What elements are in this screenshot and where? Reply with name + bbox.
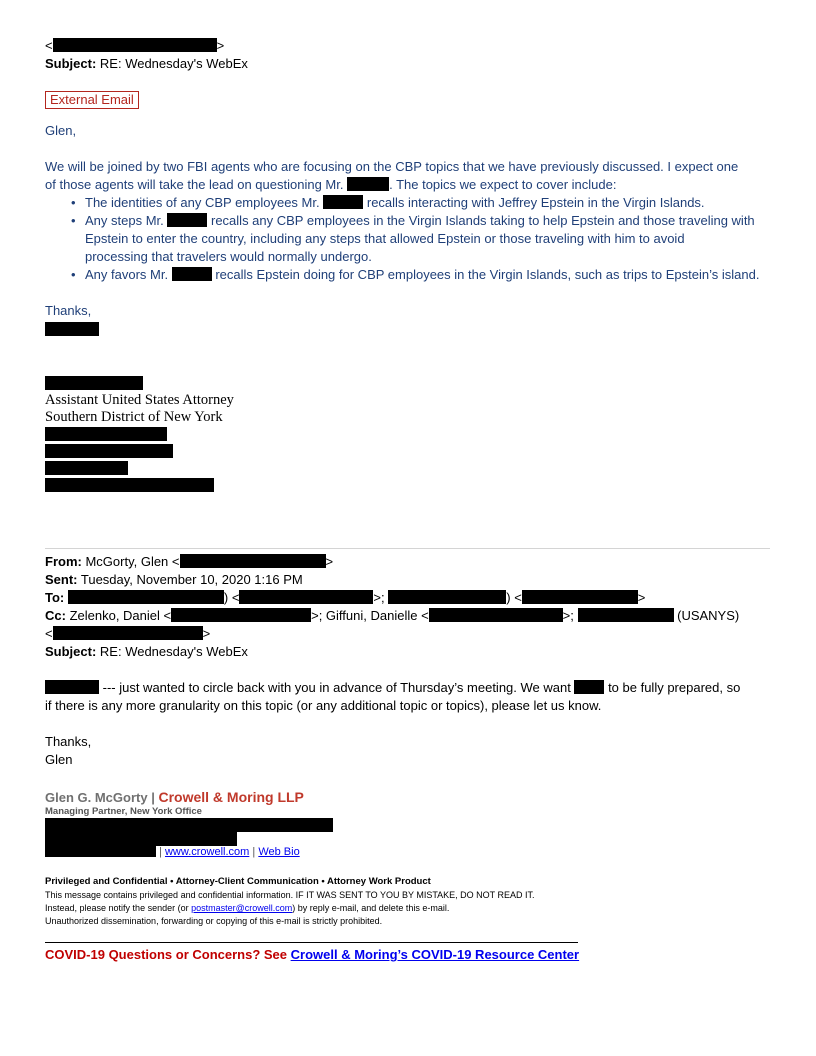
cc-address-line: < >	[45, 626, 211, 641]
signature-header: Glen G. McGorty | Crowell & Moring LLP	[45, 789, 304, 805]
redaction-bar	[45, 845, 156, 857]
redaction-bar	[45, 376, 143, 390]
redaction-bar	[323, 195, 363, 209]
redaction-bar	[239, 590, 373, 604]
closing: Thanks,	[45, 734, 92, 749]
greeting: Glen,	[45, 123, 77, 138]
disclaimer-text: This message contains privileged and confidential information. IF IT WAS SENT TO YOU BY MISTAKE, DO NOT READ IT. Instead, please notify the sender (or postmaster@crowell.com) by reply e-mail, and delete this e-mail. Unauthorized dissemination, forwarding or copying of this e-mail is strictly prohibited.	[45, 890, 535, 926]
recipient-address-line: < >	[45, 38, 225, 53]
redaction-bar	[53, 38, 217, 52]
redaction-bar	[388, 590, 506, 604]
redaction-bar	[429, 608, 563, 622]
divider	[45, 548, 770, 549]
redaction-bar	[167, 213, 207, 227]
cc-line: Cc: Zelenko, Daniel < >; Giffuni, Danielle < >; (USANYS)	[45, 608, 740, 623]
redaction-bar	[522, 590, 638, 604]
closing: Thanks,	[45, 303, 92, 318]
body-paragraph: --- just wanted to circle back with you in advance of Thursday’s meeting. We want to be fully prepared, so if there is any more granularity on this topic (or any additional topic or topics), please let us know.	[45, 680, 741, 713]
web-bio-link[interactable]: Web Bio	[258, 846, 300, 858]
sent-line: Sent: Tuesday, November 10, 2020 1:16 PM	[45, 572, 303, 587]
signature-links: | www.crowell.com | Web Bio	[45, 845, 300, 859]
divider	[45, 942, 578, 943]
redaction-bar	[45, 461, 128, 475]
redaction-bar	[53, 626, 203, 640]
signature-title: Assistant United States Attorney	[45, 392, 234, 408]
body-paragraph: We will be joined by two FBI agents who are focusing on the CBP topics that we have previously discussed. I expect one of those agents will take the lead on questioning Mr. . The topics we expect to cover include:	[45, 159, 739, 192]
to-line: To: ) < >; ) < >	[45, 590, 646, 605]
redaction-bar	[180, 554, 326, 568]
list-item: • Any steps Mr. recalls any CBP employees in the Virgin Islands taking to help Epstein and those traveling with Epstein to enter the country, including any steps that allowed Epstein or those traveling with him to avoid processing that travelers would normally undergo.	[67, 212, 759, 266]
subject-line: Subject: RE: Wednesday's WebEx	[45, 56, 248, 71]
redaction-bar	[45, 322, 99, 336]
list-item: • The identities of any CBP employees Mr. recalls interacting with Jeffrey Epstein in the Virgin Islands.	[67, 194, 759, 212]
from-line: From: McGorty, Glen < >	[45, 554, 334, 569]
subject-line: Subject: RE: Wednesday's WebEx	[45, 644, 248, 659]
sender-name: Glen	[45, 752, 73, 767]
firm-name: Crowell & Moring LLP	[158, 789, 304, 805]
redaction-bar	[45, 832, 237, 846]
signature-title: Managing Partner, New York Office	[45, 806, 202, 817]
redaction-bar	[578, 608, 674, 622]
redaction-bar	[45, 444, 173, 458]
disclaimer-header: Privileged and Confidential • Attorney-Client Communication • Attorney Work Product	[45, 876, 431, 887]
redaction-bar	[45, 478, 214, 492]
covid-resource-link[interactable]: Crowell & Moring’s COVID-19 Resource Center	[290, 947, 580, 962]
redaction-bar	[45, 427, 167, 441]
redaction-bar	[574, 680, 604, 694]
redaction-bar	[171, 608, 311, 622]
external-email-tag: External Email	[45, 91, 139, 109]
covid-banner: COVID-19 Questions or Concerns? See Crowell & Moring’s COVID-19 Resource Center	[45, 947, 580, 962]
signature-office: Southern District of New York	[45, 409, 223, 425]
redaction-bar	[45, 818, 333, 832]
redaction-bar	[45, 680, 99, 694]
redaction-bar	[68, 590, 224, 604]
postmaster-email-link[interactable]: postmaster@crowell.com	[191, 903, 293, 913]
website-link[interactable]: www.crowell.com	[164, 846, 250, 858]
redaction-bar	[347, 177, 389, 191]
redaction-bar	[172, 267, 212, 281]
topics-list	[67, 194, 759, 284]
list-item: • Any favors Mr. recalls Epstein doing for CBP employees in the Virgin Islands, such as trips to Epstein’s island.	[67, 266, 759, 284]
